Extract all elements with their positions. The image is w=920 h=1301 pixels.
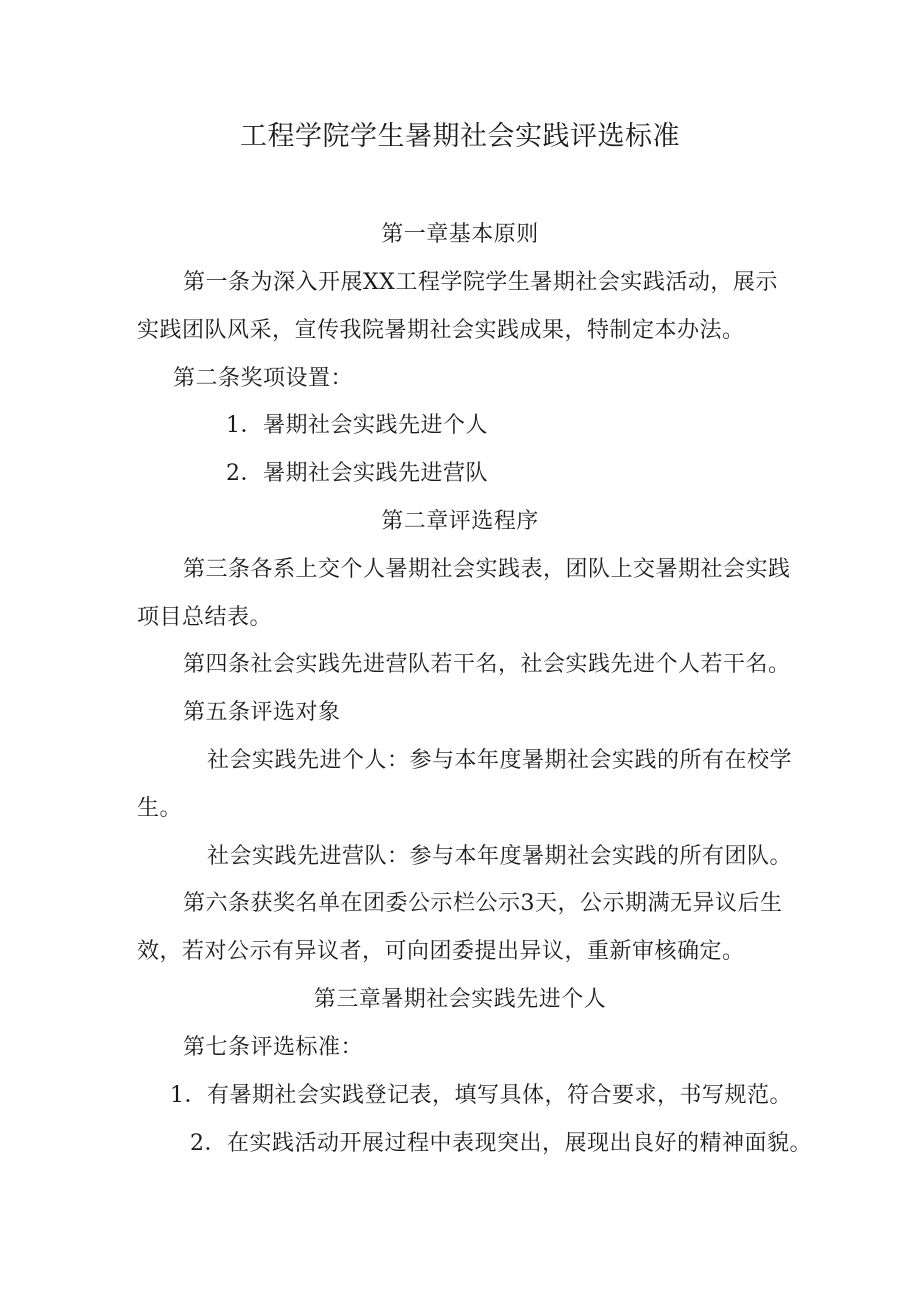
article-6-line-1: 第六条获奖名单在团委公示栏公示3天，公示期满无异议后生 [183, 891, 783, 916]
article-5-para-2: 社会实践先进营队：参与本年度暑期社会实践的所有团队。 [207, 844, 793, 869]
article-4: 第四条社会实践先进营队若干名，社会实践先进个人若干名。 [183, 652, 791, 677]
article-5: 第五条评选对象 [183, 700, 341, 725]
article-7-item-2: 2．在实践活动开展过程中表现突出，展现出良好的精神面貌。 [190, 1131, 812, 1156]
article-2-item-1: 1．暑期社会实践先进个人 [226, 413, 488, 438]
article-2-item-2: 2．暑期社会实践先进营队 [226, 461, 488, 486]
article-2: 第二条奖项设置： [173, 366, 354, 391]
article-1-line-2: 实践团队风采，宣传我院暑期社会实践成果，特制定本办法。 [137, 318, 745, 343]
article-6-line-2: 效，若对公示有异议者，可向团委提出异议，重新审核确定。 [137, 939, 745, 964]
article-5-para-1-line-1: 社会实践先进个人：参与本年度暑期社会实践的所有在校学 [207, 748, 793, 773]
chapter-1-heading: 第一章基本原则 [381, 222, 539, 247]
article-3-line-1: 第三条各系上交个人暑期社会实践表，团队上交暑期社会实践 [183, 557, 791, 582]
chapter-3-heading: 第三章暑期社会实践先进个人 [313, 987, 607, 1012]
article-1-line-1: 第一条为深入开展XX工程学院学生暑期社会实践活动，展示 [183, 270, 778, 295]
chapter-2-heading: 第二章评选程序 [381, 509, 539, 534]
article-7-item-1: 1．有暑期社会实践登记表，填写具体，符合要求，书写规范。 [170, 1083, 792, 1108]
article-3-line-2: 项目总结表。 [137, 605, 273, 630]
article-5-para-1-line-2: 生。 [137, 796, 183, 821]
document-title: 工程学院学生暑期社会实践评选标准 [240, 121, 680, 152]
article-7: 第七条评选标准： [183, 1035, 364, 1060]
